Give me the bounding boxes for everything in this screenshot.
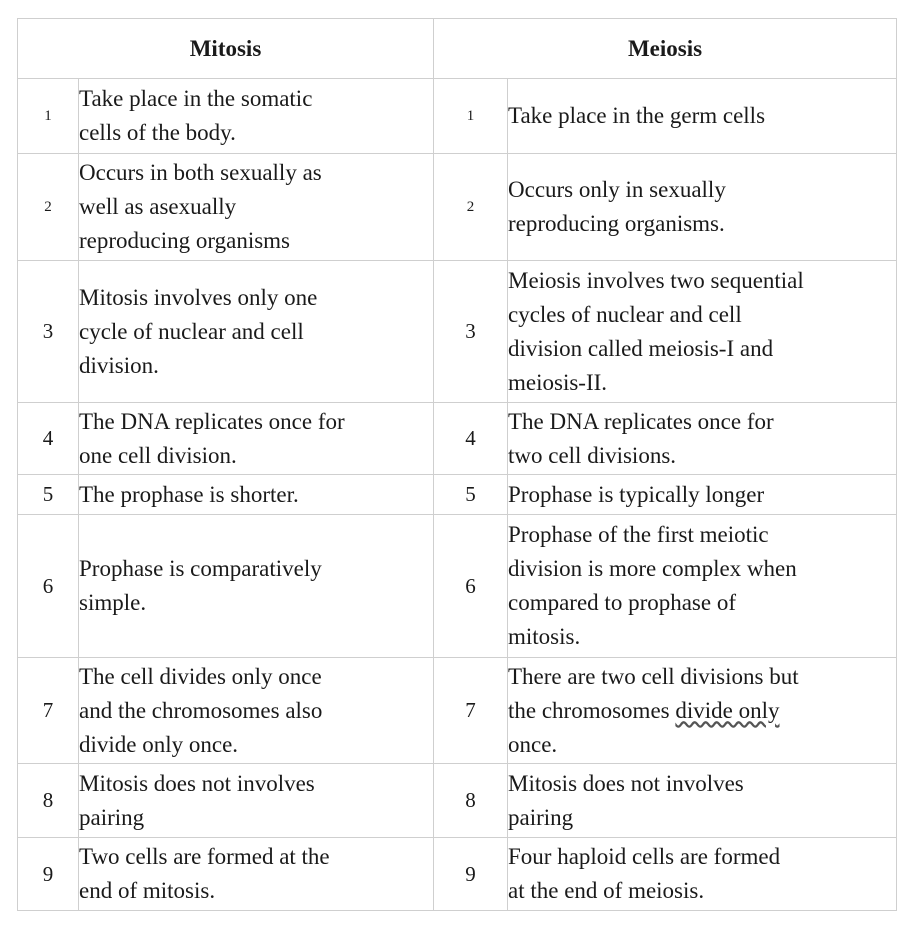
text-line: and the chromosomes also — [79, 697, 323, 723]
text-line: cells of the body. — [79, 120, 236, 145]
row-number: 9 — [18, 838, 79, 911]
text-line: pairing — [508, 804, 574, 830]
text-line: once. — [508, 731, 558, 757]
row-number: 7 — [434, 658, 508, 764]
table-row — [18, 515, 897, 658]
row-number: 8 — [18, 764, 79, 838]
text-line: division called meiosis-I and — [508, 335, 774, 361]
text-line: Prophase of the first meiotic — [508, 522, 769, 547]
table-row — [18, 403, 897, 475]
text-line: The DNA replicates once for — [79, 408, 345, 434]
row-number: 8 — [434, 764, 508, 838]
row-number: 6 — [18, 515, 79, 658]
text-line: two cell divisions. — [508, 442, 677, 468]
mitosis-cell — [79, 515, 434, 658]
text-line: The DNA replicates once for — [508, 408, 774, 434]
text-line: well as asexually — [79, 194, 237, 219]
text-line: reproducing organisms. — [508, 211, 725, 236]
row-number: 2 — [434, 154, 508, 261]
text-line: reproducing organisms — [79, 228, 291, 253]
table-row — [18, 838, 897, 911]
row-number: 6 — [434, 515, 508, 658]
table-row — [18, 475, 897, 515]
row-number: 1 — [18, 79, 79, 154]
meiosis-cell — [508, 764, 897, 838]
comparison-table — [17, 18, 897, 911]
text-line: divide only once. — [79, 731, 239, 757]
row-number: 5 — [434, 475, 508, 515]
text-line: pairing — [79, 804, 145, 830]
header-meiosis: Meiosis — [434, 19, 897, 79]
text-line: Two cells are formed at the — [79, 844, 330, 869]
meiosis-cell — [508, 79, 897, 154]
meiosis-cell — [508, 261, 897, 403]
text-line: simple. — [79, 590, 147, 615]
meiosis-cell — [508, 403, 897, 475]
text-line: cycle of nuclear and cell — [79, 318, 304, 344]
text-line: Mitosis involves only one — [79, 284, 318, 310]
mitosis-cell — [79, 79, 434, 154]
text-segment: the chromosomes — [508, 697, 670, 723]
meiosis-cell — [508, 515, 897, 658]
mitosis-cell — [79, 403, 434, 475]
text-line: Mitosis does not involves — [508, 770, 744, 796]
table-row — [18, 764, 897, 838]
table-row — [18, 79, 897, 154]
text-line: compared to prophase of — [508, 590, 737, 615]
meiosis-cell — [508, 658, 897, 764]
text-line: cycles of nuclear and cell — [508, 301, 742, 327]
meiosis-cell — [508, 154, 897, 261]
text-line: division. — [79, 352, 159, 378]
mitosis-cell — [79, 764, 434, 838]
mitosis-cell — [79, 261, 434, 403]
row-number: 3 — [434, 261, 508, 403]
text-line: Take place in the somatic — [79, 86, 313, 111]
text-line: Occurs only in sexually — [508, 177, 726, 202]
row-number: 9 — [434, 838, 508, 911]
row-number: 4 — [18, 403, 79, 475]
meiosis-cell — [508, 838, 897, 911]
mitosis-cell — [79, 838, 434, 911]
meiosis-cell — [508, 475, 897, 515]
header-row — [18, 19, 897, 79]
text-line: Mitosis does not involves — [79, 770, 315, 796]
table-row — [18, 261, 897, 403]
text-line: There are two cell divisions but — [508, 663, 799, 689]
row-number: 3 — [18, 261, 79, 403]
mitosis-cell — [79, 475, 434, 515]
text-line: Prophase is typically longer — [508, 481, 765, 507]
mitosis-cell — [79, 154, 434, 261]
text-line: mitosis. — [508, 624, 581, 649]
header-mitosis: Mitosis — [18, 19, 434, 79]
text-line: division is more complex when — [508, 556, 797, 581]
row-number: 2 — [18, 154, 79, 261]
text-line: The cell divides only once — [79, 663, 322, 689]
row-number: 7 — [18, 658, 79, 764]
text-line: meiosis-II. — [508, 369, 608, 395]
row-number: 1 — [434, 79, 508, 154]
mitosis-cell — [79, 658, 434, 764]
row-number: 5 — [18, 475, 79, 515]
text-line: Take place in the germ cells — [508, 103, 766, 128]
text-line: at the end of meiosis. — [508, 878, 705, 903]
text-line: Prophase is comparatively — [79, 556, 322, 581]
text-line: end of mitosis. — [79, 878, 216, 903]
row-number: 4 — [434, 403, 508, 475]
spellcheck-underlined-text: divide only — [675, 697, 780, 723]
text-line: Meiosis involves two sequential — [508, 267, 804, 293]
table-row — [18, 154, 897, 261]
table-row — [18, 658, 897, 764]
text-line — [508, 694, 896, 728]
text-line: Occurs in both sexually as — [79, 160, 322, 185]
text-line: one cell division. — [79, 442, 237, 468]
text-line: Four haploid cells are formed — [508, 844, 781, 869]
text-line: The prophase is shorter. — [79, 481, 299, 507]
